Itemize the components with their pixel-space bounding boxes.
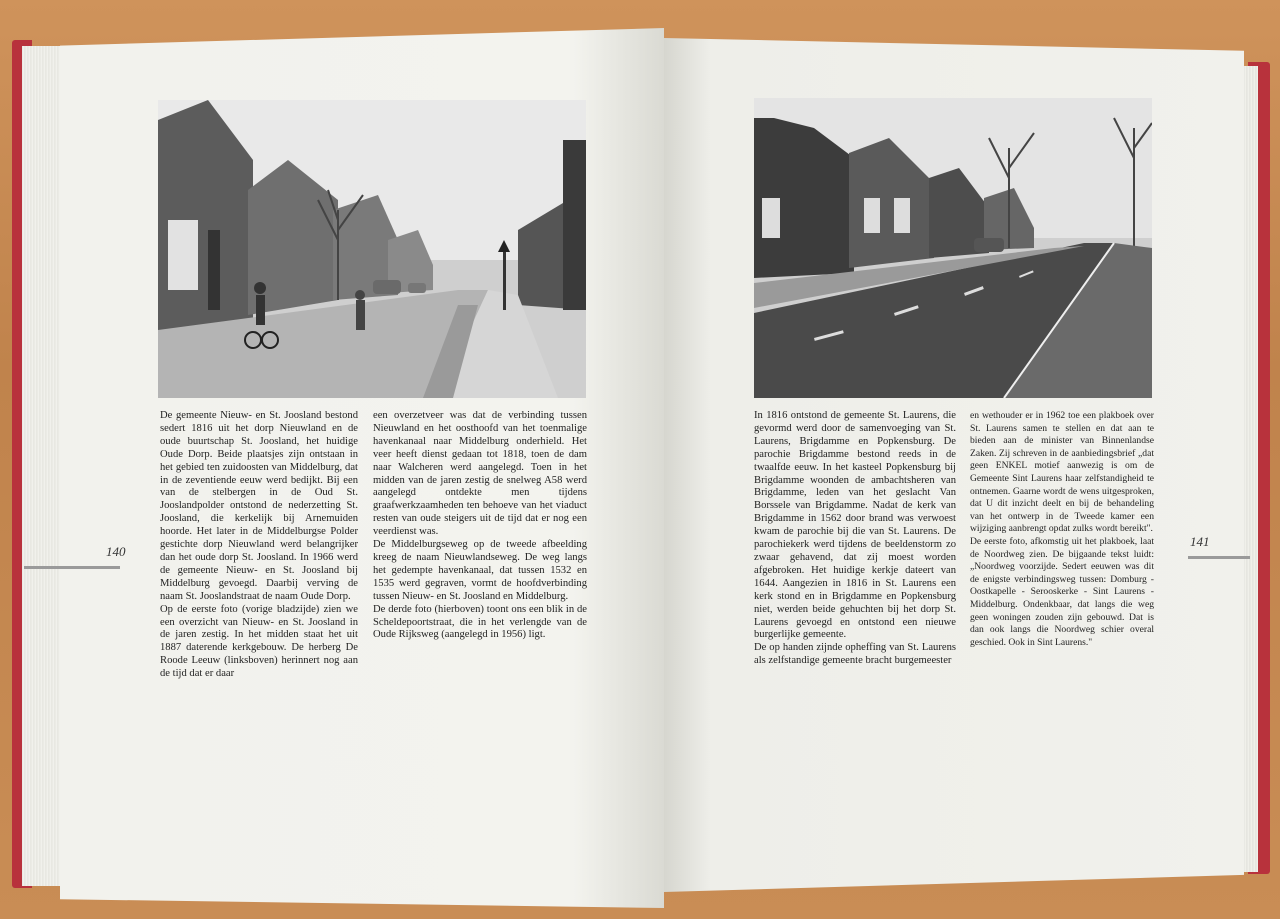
page-number-left: 140 <box>106 544 126 559</box>
right-page-column-1 <box>754 410 956 668</box>
left-page-column-1 <box>160 410 358 681</box>
right-page-column-2 <box>970 410 1154 649</box>
page-number-right: 141 <box>1190 534 1210 549</box>
paragraph: De gemeente Nieuw- en St. Joosland bestond sedert 1816 uit het dorp Nieuwland en de oude buurtschap St. Joosland, het huidige Oude Dorp. Beide plaatsjes zijn ontstaan in het gebied ten zuidoosten van Middelburg, dat in de zeventiende eeuw werd bedijkt. Bij een van de stelbergen in de Oud St. Jooslandpolder ontstond de nederzetting St. Joosland, die kerkelijk bij Arnemuiden hoorde. Het later in de Middelburgse Polder gestichte dorp Nieuwland werd belangrijker dan het oude dorp St. Joosland. In 1966 werd de gemeente Nieuw- en St. Joosland bij Middelburg gevoegd. Daarbij verving de naam St. Jooslandstraat de naam Oude Dorp. <box>160 410 358 602</box>
paragraph: De op handen zijnde opheffing van St. Laurens als zelfstandige gemeente bracht burgemeester <box>754 642 956 667</box>
paragraph: De eerste foto, afkomstig uit het plakboek, laat de Noordweg zien. De bijgaande tekst luidt: „Noordweg voorzijde. Sedert eeuwen was dit de enigste verbindingsweg tussen: Domburg - Oostkapelle - Serooskerke - Sint Laurens - Middelburg. Ondenkbaar, dat langs die weg geen woningen zouden zijn gebouwd. Dat is dan ook langs die Noordweg schier overal geschied. Ook in Sint Laurens." <box>970 535 1154 648</box>
paragraph: een overzetveer was dat de verbinding tussen Nieuwland en het oosthoofd van het toenmalige havenkanaal naar Middelburg onderhield. Het veer heeft dienst gedaan tot 1818, toen de dam naar Walcheren werd aangelegd. Toen in het midden van de jaren zestig de snelweg A58 werd aangelegd ontdekte men tijdens graafwerkzaamheden ten behoeve van het viaduct resten van oude steigers uit de tijd dat er nog een veerdienst was. <box>373 410 587 538</box>
paragraph: In 1816 ontstond de gemeente St. Laurens, die gevormd werd door de samenvoeging van St. Laurens, Brigdamme en Popkensburg. De parochie Brigdamme bestond reeds in de twaalfde eeuw. In het kasteel Popkensburg bij Brigdamme woonden de ambachtsheren van Brigdamme, leden van het geslacht Van Borssele van Brigdamme. Nadat de kerk van Brigdamme in 1562 door brand was verwoest kwam de parochie bij die van St. Laurens. De parochiekerk werd tijdens de beeldenstorm zo zwaar gehavend, dat zij moest worden afgebroken. Het huidige kerkje dateert van 1644. Aangezien in 1816 in St. Laurens een kerk stond en in Brigdamme en Popkensburg niet, werden beide gehuchten bij het dorp St. Laurens gevoegd en ontstond een nieuwe burgerlijke gemeente. <box>754 410 956 641</box>
street-photo-left <box>158 100 586 398</box>
page-rule-left <box>24 566 120 569</box>
page-rule-right <box>1188 556 1250 559</box>
paragraph: De Middelburgseweg op de tweede afbeelding kreeg de naam Nieuwlandseweg. De weg langs het gedempte havenkanaal, dat tussen 1532 en 1535 werd gegraven, vormt de hoofdverbinding tussen Nieuw- en St. Joosland en Middelburg. <box>373 539 587 602</box>
paragraph: Op de eerste foto (vorige bladzijde) zien we een overzicht van Nieuw- en St. Joosland in de jaren zestig. In het midden staat het uit 1887 daterende kerkgebouw. De herberg De Roode Leeuw (linksboven) herinnert nog aan de tijd dat er daar <box>160 603 358 680</box>
paragraph: De derde foto (hierboven) toont ons een blik in de Scheldepoortstraat, die in het verlengde van de Oude Rijksweg (aangelegd in 1956) ligt. <box>373 603 587 641</box>
left-page-column-2 <box>373 410 587 642</box>
paragraph: en wethouder er in 1962 toe een plakboek over St. Laurens samen te stellen en dat aan te bieden aan de minister van Binnenlandse Zaken. Zij schreven in de aanbiedingsbrief „dat geen ENKEL motief aanwezig is om de Gemeente Sint Laurens haar zelfstandigheid te ontnemen. Gaarne wordt de wens uitgesproken, dat U dit inzicht deelt en bij de behandeling van het ontwerp in de Tweede kamer een wijziging aanbrengt opdat zulks wordt bereikt". <box>970 410 1154 535</box>
street-photo-right <box>754 98 1152 398</box>
